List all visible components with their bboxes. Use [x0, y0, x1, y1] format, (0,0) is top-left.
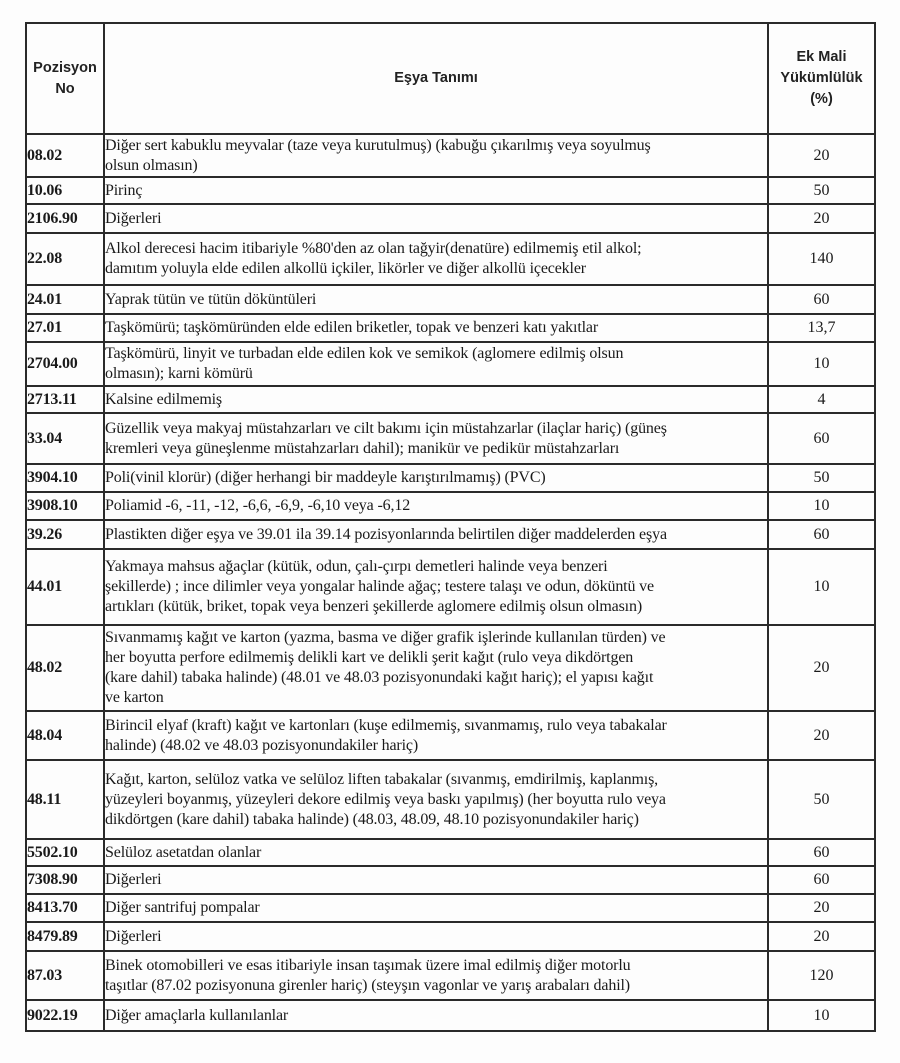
- description-line: Kalsine edilmemiş: [105, 390, 222, 408]
- position-no-cell: 5502.10: [26, 839, 104, 866]
- table-row: [26, 549, 875, 625]
- description-cell: [104, 285, 768, 314]
- description-line: taşıtlar (87.02 pozisyonuna girenler hariç) (steyşın vagonlar ve yarış arabaları dahil): [105, 976, 630, 994]
- description-cell: [104, 711, 768, 760]
- position-no-cell: 8479.89: [26, 922, 104, 951]
- table-row: [26, 1000, 875, 1031]
- liability-rate-cell: 20: [768, 922, 875, 951]
- table-row: [26, 342, 875, 386]
- description-cell: [104, 204, 768, 233]
- description-line: artıkları (kütük, briket, topak veya benzeri şekillerde aglomere edilmiş olsun olmasın): [105, 598, 643, 615]
- description-cell: [104, 625, 768, 711]
- position-no-cell: 22.08: [26, 233, 104, 285]
- description-cell: [104, 549, 768, 625]
- liability-rate-cell: 20: [768, 625, 875, 711]
- liability-rate-cell: 140: [768, 233, 875, 285]
- header-position-no-line2: No: [55, 80, 75, 97]
- description-line: yüzeyleri boyanmış, yüzeyleri dekore edilmiş veya baskı yapılmış) (her boyutta rulo veya: [105, 790, 666, 808]
- description-line: dikdörtgen (kare dahil) tabaka halinde) (48.03, 48.09, 48.10 pozisyonundakiler hariç): [105, 810, 639, 828]
- description-line: Binek otomobilleri ve esas itibariyle insan taşımak üzere imal edilmiş diğer motorlu: [105, 956, 631, 974]
- table-row: [26, 233, 875, 285]
- description-line: damıtım yoluyla elde edilen alkollü içkiler, likörler ve diğer alkollü içecekler: [105, 260, 586, 277]
- liability-rate-cell: 4: [768, 386, 875, 413]
- description-line: Diğer amaçlarla kullanılanlar: [105, 1006, 289, 1024]
- position-no-cell: 2704.00: [26, 342, 104, 386]
- description-cell: [104, 866, 768, 894]
- liability-rate-cell: 20: [768, 134, 875, 177]
- table-row: [26, 134, 875, 177]
- table-row: [26, 625, 875, 711]
- description-cell: [104, 520, 768, 549]
- position-no-cell: 10.06: [26, 177, 104, 204]
- position-no-cell: 2713.11: [26, 386, 104, 413]
- description-line: Diğerleri: [105, 927, 162, 945]
- table-row: [26, 285, 875, 314]
- table-row: [26, 386, 875, 413]
- description-line: Yaprak tütün ve tütün döküntüleri: [105, 290, 317, 308]
- position-no-cell: 3908.10: [26, 492, 104, 520]
- table-row: [26, 492, 875, 520]
- description-line: Diğerleri: [105, 209, 162, 227]
- description-cell: [104, 894, 768, 922]
- description-line: Taşkömürü; taşkömüründen elde edilen briketler, topak ve benzeri katı yakıtlar: [105, 319, 599, 336]
- description-cell: [104, 134, 768, 177]
- table-row: [26, 204, 875, 233]
- description-cell: [104, 1000, 768, 1031]
- table-header-row: [26, 23, 875, 134]
- position-no-cell: 44.01: [26, 549, 104, 625]
- header-rate-line1: Ek Mali: [796, 49, 847, 65]
- position-no-cell: 3904.10: [26, 464, 104, 492]
- description-line: Diğerleri: [105, 871, 162, 888]
- header-rate-line3: (%): [810, 91, 833, 107]
- position-no-cell: 8413.70: [26, 894, 104, 922]
- table-row: [26, 464, 875, 492]
- description-cell: [104, 760, 768, 839]
- description-line: Sıvanmamış kağıt ve karton (yazma, basma ve diğer grafik işlerinde kullanılan türden) ve: [105, 629, 666, 646]
- description-cell: [104, 413, 768, 464]
- description-line: halinde) (48.02 ve 48.03 pozisyonundakiler hariç): [105, 736, 419, 754]
- liability-rate-cell: 60: [768, 866, 875, 894]
- description-line: Taşkömürü, linyit ve turbadan elde edilen kok ve semikok (aglomere edilmiş olsun: [105, 345, 624, 362]
- table-row: [26, 922, 875, 951]
- description-line: Güzellik veya makyaj müstahzarları ve cilt bakımı için müstahzarlar (ilaçlar hariç) (güneş: [105, 419, 667, 437]
- description-line: şekillerde) ; ince dilimler veya yongalar halinde ağaç; testere talaşı ve odun, döküntü ve: [105, 578, 654, 595]
- liability-rate-cell: 10: [768, 342, 875, 386]
- liability-rate-cell: 10: [768, 492, 875, 520]
- description-line: Diğer sert kabuklu meyvalar (taze veya kurutulmuş) (kabuğu çıkarılmış veya soyulmuş: [105, 136, 651, 154]
- table-row: [26, 520, 875, 549]
- liability-rate-cell: 50: [768, 177, 875, 204]
- table-row: [26, 951, 875, 1000]
- liability-rate-cell: 60: [768, 520, 875, 549]
- description-cell: [104, 233, 768, 285]
- table-body: [26, 134, 875, 1031]
- position-no-cell: 48.11: [26, 760, 104, 839]
- liability-rate-cell: 20: [768, 894, 875, 922]
- position-no-cell: 39.26: [26, 520, 104, 549]
- description-cell: [104, 922, 768, 951]
- liability-rate-cell: 120: [768, 951, 875, 1000]
- description-line: (kare dahil) tabaka halinde) (48.01 ve 48.03 pozisyonundaki kağıt hariç); el yapısı kağıt: [105, 669, 654, 686]
- liability-rate-cell: 10: [768, 1000, 875, 1031]
- liability-rate-cell: 20: [768, 204, 875, 233]
- table-row: [26, 839, 875, 866]
- table-row: [26, 314, 875, 342]
- description-line: Kağıt, karton, selüloz vatka ve selüloz liften tabakalar (sıvanmış, emdirilmiş, kaplanmış,: [105, 770, 659, 788]
- liability-rate-cell: 10: [768, 549, 875, 625]
- liability-rate-cell: 50: [768, 464, 875, 492]
- description-cell: [104, 386, 768, 413]
- position-no-cell: 24.01: [26, 285, 104, 314]
- table-row: [26, 177, 875, 204]
- position-no-cell: 87.03: [26, 951, 104, 1000]
- header-position-no-line1: Pozisyon: [33, 59, 97, 76]
- header-rate-line2: Yükümlülük: [780, 70, 863, 86]
- position-no-cell: 2106.90: [26, 204, 104, 233]
- header-description: Eşya Tanımı: [104, 23, 768, 134]
- header-additional-liability: [768, 23, 875, 134]
- description-cell: [104, 951, 768, 1000]
- description-line: kremleri veya güneşlenme müstahzarları dahil); manikür ve pedikür müstahzarları: [105, 439, 620, 457]
- description-line: Birincil elyaf (kraft) kağıt ve kartonları (kuşe edilmemiş, sıvanmamış, rulo veya tabakalar: [105, 716, 667, 734]
- description-line: Poli(vinil klorür) (diğer herhangi bir maddeyle karıştırılmamış) (PVC): [105, 469, 546, 486]
- liability-rate-cell: 50: [768, 760, 875, 839]
- table-row: [26, 894, 875, 922]
- position-no-cell: 33.04: [26, 413, 104, 464]
- liability-rate-cell: 13,7: [768, 314, 875, 342]
- description-cell: [104, 342, 768, 386]
- description-cell: [104, 464, 768, 492]
- position-no-cell: 48.04: [26, 711, 104, 760]
- description-line: Poliamid -6, -11, -12, -6,6, -6,9, -6,10 veya -6,12: [105, 497, 411, 514]
- description-cell: [104, 314, 768, 342]
- position-no-cell: 27.01: [26, 314, 104, 342]
- table-row: [26, 413, 875, 464]
- description-line: her boyutta perfore edilmemiş delikli kart ve delikli şerit kağıt (rulo veya dikdörtgen: [105, 649, 634, 666]
- description-line: Diğer santrifuj pompalar: [105, 899, 260, 916]
- position-no-cell: 9022.19: [26, 1000, 104, 1031]
- position-no-cell: 7308.90: [26, 866, 104, 894]
- position-no-cell: 08.02: [26, 134, 104, 177]
- table-row: [26, 760, 875, 839]
- header-position-no: [26, 23, 104, 134]
- liability-rate-cell: 60: [768, 285, 875, 314]
- table-row: [26, 866, 875, 894]
- description-line: olmasın); karni kömürü: [105, 365, 253, 382]
- description-cell: [104, 492, 768, 520]
- description-cell: [104, 177, 768, 204]
- description-line: Selüloz asetatdan olanlar: [105, 843, 262, 861]
- description-line: olsun olmasın): [105, 156, 198, 174]
- table-row: [26, 711, 875, 760]
- description-line: Plastikten diğer eşya ve 39.01 ila 39.14 pozisyonlarında belirtilen diğer maddelerden eşya: [105, 525, 667, 543]
- description-line: ve karton: [105, 689, 164, 706]
- position-no-cell: 48.02: [26, 625, 104, 711]
- description-line: Pirinç: [105, 181, 143, 199]
- liability-rate-cell: 60: [768, 413, 875, 464]
- liability-rate-cell: 20: [768, 711, 875, 760]
- description-line: Alkol derecesi hacim itibariyle %80'den az olan tağyir(denatüre) edilmemiş etil alkol;: [105, 240, 642, 257]
- liability-rate-cell: 60: [768, 839, 875, 866]
- description-line: Yakmaya mahsus ağaçlar (kütük, odun, çalı-çırpı demetleri halinde veya benzeri: [105, 558, 608, 575]
- description-cell: [104, 839, 768, 866]
- tariff-table: [25, 22, 876, 1032]
